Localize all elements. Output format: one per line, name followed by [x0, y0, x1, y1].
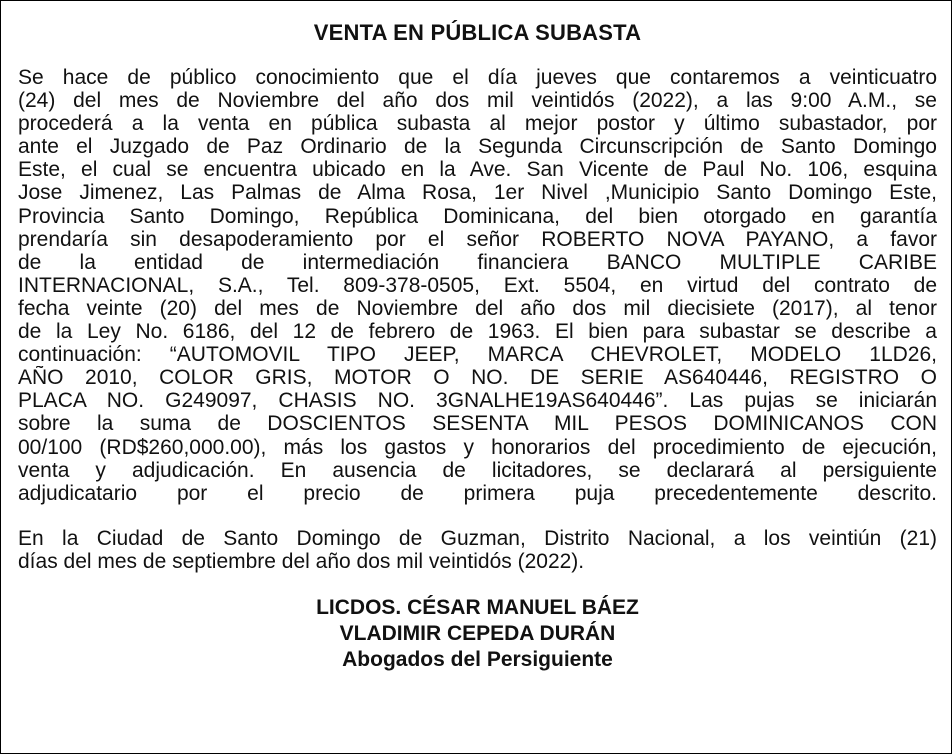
notice-closing	[18, 527, 937, 573]
body-line: AÑO 2010, COLOR GRIS, MOTOR O NO. DE SERIE AS640446, REGISTRO O	[18, 366, 937, 390]
body-line: INTERNACIONAL, S.A., Tel. 809-378-0505, Ext. 5504, en virtud del contrato de	[18, 273, 937, 297]
body-line: continuación: “AUTOMOVIL TIPO JEEP, MARCA CHEVROLET, MODELO 1LD26,	[18, 343, 937, 367]
body-line: procederá a la venta en pública subasta al mejor postor y último subastador, por	[18, 112, 937, 136]
body-line: fecha veinte (20) del mes de Noviembre del año dos mil diecisiete (2017), al tenor	[18, 296, 937, 320]
signature-lawyers-line-1: LICDOS. CÉSAR MANUEL BÁEZ	[316, 595, 639, 619]
body-line: PLACA NO. G249097, CHASIS NO. 3GNALHE19AS640446”. Las pujas se iniciarán	[18, 389, 937, 413]
signature-block	[18, 595, 937, 673]
closing-line: días del mes de septiembre del año dos mil veintidós (2022).	[18, 549, 585, 573]
body-line: Se hace de público conocimiento que el día jueves que contaremos a veinticuatro	[18, 66, 937, 89]
body-line: adjudicatario por el precio de primera puja precedentemente descrito.	[18, 481, 937, 505]
notice-title: VENTA EN PÚBLICA SUBASTA	[313, 20, 642, 45]
body-line: ante el Juzgado de Paz Ordinario de la Segunda Circunscripción de Santo Domingo	[18, 135, 937, 159]
body-line: Este, el cual se encuentra ubicado en la Ave. San Vicente de Paul No. 106, esquina	[18, 158, 937, 182]
body-line: Provincia Santo Domingo, República Dominicana, del bien otorgado en garantía	[18, 204, 937, 228]
body-line: (24) del mes de Noviembre del año dos mil veintidós (2022), a las 9:00 A.M., se	[18, 89, 937, 113]
body-line: prendaría sin desapoderamiento por el señor ROBERTO NOVA PAYANO, a favor	[18, 227, 937, 251]
body-line: de la Ley No. 6186, del 12 de febrero de 1963. El bien para subastar se describe a	[18, 320, 937, 344]
notice-body	[18, 66, 937, 505]
body-line: 00/100 (RD$260,000.00), más los gastos y honorarios del procedimiento de ejecución,	[18, 435, 937, 459]
body-line: sobre la suma de DOSCIENTOS SESENTA MIL PESOS DOMINICANOS CON	[18, 412, 937, 436]
body-line: venta y adjudicación. En ausencia de licitadores, se declarará al persiguiente	[18, 458, 937, 482]
signature-role: Abogados del Persiguiente	[342, 647, 613, 671]
body-line: Jose Jimenez, Las Palmas de Alma Rosa, 1er Nivel ,Municipio Santo Domingo Este,	[18, 181, 937, 205]
signature-lawyers-line-2: VLADIMIR CEPEDA DURÁN	[339, 621, 616, 645]
body-line: de la entidad de intermediación financiera BANCO MULTIPLE CARIBE	[18, 250, 937, 274]
closing-line: En la Ciudad de Santo Domingo de Guzman, Distrito Nacional, a los veintiún (21)	[18, 526, 937, 550]
